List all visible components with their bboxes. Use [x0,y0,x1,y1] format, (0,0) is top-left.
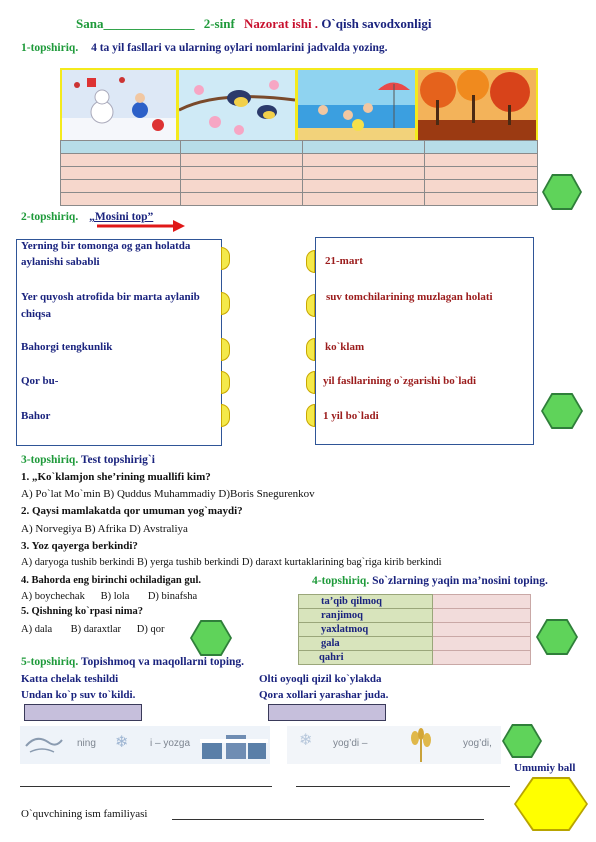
summer-picture [298,70,415,140]
table-cell[interactable] [181,180,303,193]
question-2: 2. Qaysi mamlakatda qor umuman yog`maydi? [21,505,243,517]
task1-text: 4 ta yil fasllari va ularning oylari nomlarini jadvalda yozing. [91,42,388,54]
task2-title: „Mosini top” [89,211,154,223]
total-score-hexagon-fill [516,779,586,829]
table-cell[interactable] [425,180,538,193]
match-left-5: Bahor [21,410,51,422]
score-hexagon-5[interactable] [502,724,542,758]
snowflake-icon: ❄ [115,734,129,751]
answers-1[interactable]: A) Po`lat Mo`min B) Quddus Muhammadiy D)Boris Snegurenkov [21,488,315,500]
table-cell[interactable] [425,193,538,206]
snowflake-icon: ❄ [299,732,313,749]
table-cell[interactable] [425,141,538,154]
right-connector-5[interactable] [306,404,315,427]
right-connector-3[interactable] [306,338,315,361]
match-right-2: suv tomchilarining muzlagan holati [326,291,493,303]
table-cell[interactable] [303,180,425,193]
match-right-5: 1 yil bo`ladi [323,410,379,422]
task1-heading [21,42,388,54]
date-field[interactable]: Sana______________ [76,16,195,31]
winter-picture [62,70,176,140]
answer-cell[interactable] [433,595,531,609]
subject-title: O`qish savodxonligi [321,16,432,31]
task5-heading [21,656,244,668]
table-cell[interactable] [61,141,181,154]
word-cell: gala [299,637,433,651]
task3-number: 3-topshiriq. [21,454,79,466]
score-hexagon-1[interactable] [542,174,582,210]
riddle-2-answer-box[interactable] [268,704,386,721]
question-3: 3. Yoz qayerga berkindi? [21,540,138,552]
table-cell[interactable] [425,167,538,180]
task4-number: 4-topshiriq. [312,575,370,587]
answers-4[interactable]: A) boychechak B) lola D) binafsha [21,591,198,602]
question-1: 1. „Ko`klamjon she’rining muallifi kim? [21,471,211,483]
answer-cell[interactable] [433,651,531,665]
task5-title: Topishmoq va maqollarni toping. [80,656,245,668]
rebus-text-3: yog’di – [333,738,368,749]
match-left-4: Qor bu- [21,375,59,387]
table-cell[interactable] [61,180,181,193]
rebus-text-4: yog’di, [463,738,492,749]
rebus-text-2: i – yozga [150,738,191,749]
table-cell[interactable] [181,154,303,167]
match-left-3: Bahorgi tengkunlik [21,341,113,353]
arrow-right-icon [97,220,185,232]
student-name-label: O`quvchining ism familiyasi [21,808,148,820]
total-score-hexagon[interactable] [514,777,588,831]
autumn-picture [418,70,536,140]
synonyms-table [298,594,531,665]
task5-number: 5-topshiriq. [21,656,79,668]
word-cell: qahri [299,651,433,665]
snowy-houses-icon [200,729,268,761]
left-connector-2[interactable] [221,292,230,315]
riddle-1-line-1: Katta chelak teshildi [21,673,119,685]
riddle-2-line-1: Olti oyoqli qizil ko`ylakda [259,673,382,685]
right-connector-1[interactable] [306,250,315,273]
answer-cell[interactable] [433,637,531,651]
score-hexagon-4[interactable] [536,619,578,655]
answers-5[interactable]: A) dala B) daraxtlar D) qor [21,624,165,635]
table-cell[interactable] [303,193,425,206]
student-name-line[interactable] [172,819,484,820]
answers-3[interactable]: A) daryoga tushib berkindi B) yerga tushib berkindi D) daraxt kurtaklarining bag`riga kirib berkindi [21,557,442,568]
answer-cell[interactable] [433,609,531,623]
answer-line-2[interactable] [296,786,510,787]
rebus-text-1: ning [77,738,96,749]
table-cell[interactable] [181,193,303,206]
left-connector-1[interactable] [221,247,230,270]
seasons-table [60,140,538,206]
grade-label: 2-sinf [203,16,235,31]
answer-cell[interactable] [433,623,531,637]
match-left-1: Yerning bir tomonga og gan holatda aylanishi sababli [21,240,191,268]
word-cell: ranjimoq [299,609,433,623]
answers-2[interactable]: A) Norvegiya B) Afrika D) Avstraliya [21,523,188,535]
score-hexagon-3[interactable] [190,620,232,656]
table-cell[interactable] [181,141,303,154]
riddle-1-answer-box[interactable] [24,704,142,721]
total-score-label: Umumiy ball [514,762,576,774]
answer-line-1[interactable] [20,786,272,787]
task2-number: 2-topshiriq. [21,211,79,223]
question-5: 5. Qishning ko`rpasi nima? [21,606,143,617]
left-connector-4[interactable] [221,371,230,394]
table-cell[interactable] [181,167,303,180]
table-cell[interactable] [61,193,181,206]
right-connector-2[interactable] [306,294,315,317]
table-cell[interactable] [303,167,425,180]
rebus-2 [287,726,501,764]
task1-number: 1-topshiriq. [21,42,79,54]
rebus-1 [20,726,270,764]
word-cell: yaxlatmoq [299,623,433,637]
spring-picture [179,70,295,140]
table-cell[interactable] [61,167,181,180]
match-right-1: 21-mart [325,255,363,267]
task4-heading [312,575,548,587]
page-header [76,16,432,32]
table-cell[interactable] [425,154,538,167]
match-right-3: ko`klam [325,341,365,353]
riddle-1-line-2: Undan ko`p suv to`kildi. [21,689,136,701]
task3-heading [21,454,155,466]
left-connector-3[interactable] [221,338,230,361]
left-connector-5[interactable] [221,404,230,427]
exam-title: Nazorat ishi . [244,16,319,31]
score-hexagon-2[interactable] [541,393,583,429]
task4-title: So`zlarning yaqin ma’nosini toping. [372,575,548,587]
table-cell[interactable] [303,141,425,154]
right-connector-4[interactable] [306,371,315,394]
question-4: 4. Bahorda eng birinchi ochiladigan gul. [21,575,201,586]
match-left-2: Yer quyosh atrofida bir marta aylanib chiqsa [21,291,200,320]
riddle-2-line-2: Qora xollari yarashar juda. [259,689,389,701]
wind-swirl-icon [24,732,64,756]
wheat-icon [399,728,443,762]
table-cell[interactable] [61,154,181,167]
word-cell: ta’qib qilmoq [299,595,433,609]
task3-title: Test topshirig`i [80,454,155,466]
table-cell[interactable] [303,154,425,167]
match-right-4: yil fasllarining o`zgarishi bo`ladi [323,375,477,387]
